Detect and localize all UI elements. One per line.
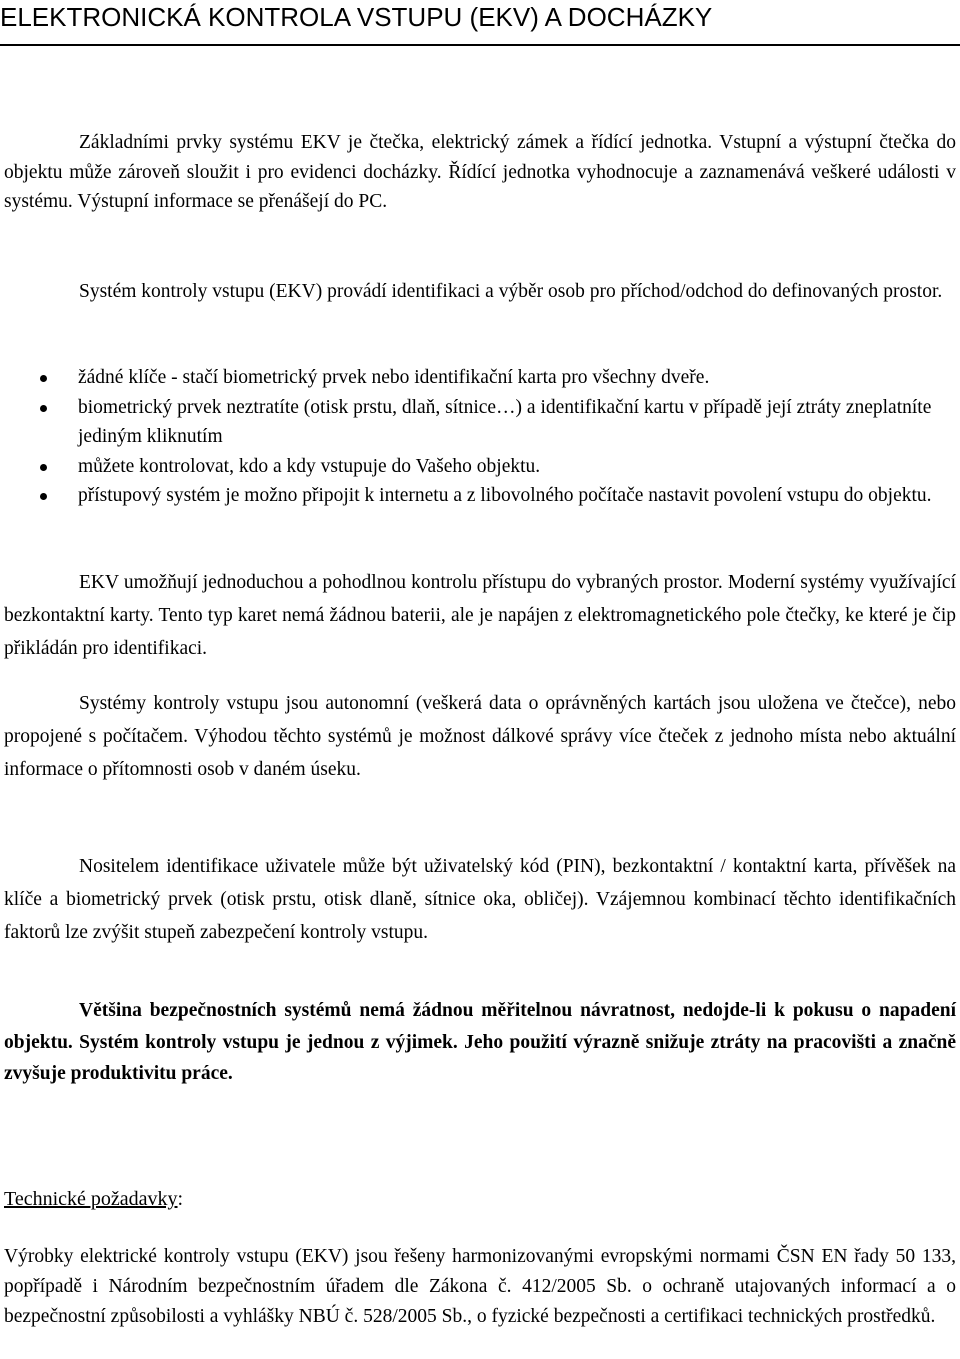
list-item-text: přístupový systém je možno připojit k internetu a z libovolného počítače nastavit povolení vstupu do objektu. [78, 485, 932, 506]
section-heading-text: Technické požadavky [4, 1188, 178, 1210]
paragraph-technical-requirements: Výrobky elektrické kontroly vstupu (EKV) jsou řešeny harmonizovanými evropskými normami ČSN EN řady 50 133, popřípadě i Národním bezpečnostním úřadem dle Zákona č. 412/2005 Sb. o ochraně utajovaných informací a o bezpečnostní způsobilosti a vyhlášky NBÚ č. 528/2005 Sb., o fyzické bezpečnosti a certifikaci technických prostředků. [4, 1246, 956, 1327]
list-item [4, 481, 956, 511]
page-title: ELEKTRONICKÁ KONTROLA VSTUPU (EKV) A DOCHÁZKY [0, 0, 960, 46]
bullet-icon [40, 375, 47, 382]
bullet-icon [40, 405, 47, 412]
list-item [4, 393, 956, 452]
section-heading-technical [4, 1184, 183, 1214]
section-heading-colon: : [177, 1188, 184, 1210]
list-item-text: biometrický prvek neztratíte (otisk prstu, dlaň, sítnice…) a identifikační kartu v případě její ztráty zneplatníte jediným kliknutím [78, 396, 932, 447]
list-item-text: žádné klíče - stačí biometrický prvek nebo identifikační karta pro všechny dveře. [78, 367, 710, 388]
list-item-text: můžete kontrolovat, kdo a kdy vstupuje do Vašeho objektu. [78, 455, 541, 477]
paragraph-system-description: Systém kontroly vstupu (EKV) provádí identifikaci a výběr osob pro příchod/odchod do definovaných prostor. [79, 281, 943, 302]
benefits-list [4, 363, 956, 511]
paragraph-contactless: EKV umožňují jednoduchou a pohodlnou kontrolu přístupu do vybraných prostor. Moderní systémy využívající bezkontaktní karty. Tento typ karet nemá žádnou baterii, ale je napájen z elektromagnetického pole čtečky, ke které je čip přikládán pro identifikaci. [4, 572, 956, 659]
bullet-icon [40, 464, 47, 471]
paragraph-identification: Nositelem identifikace uživatele může být uživatelský kód (PIN), bezkontaktní / kontaktní karta, přívěšek na klíče a biometrický prvek (otisk prstu, otisk dlaně, sítnice oka, obličej). Vzájemnou kombinací těchto identifikačních faktorů lze zvýšit stupeň zabezpečení kontroly vstupu. [4, 856, 956, 943]
list-item [4, 452, 956, 482]
list-item [4, 363, 956, 393]
paragraph-emphasis: Většina bezpečnostních systémů nemá žádnou měřitelnou návratnost, nedojde-li k pokusu o napadení objektu. Systém kontroly vstupu je jednou z výjimek. Jeho použití výrazně snižuje ztráty na pracovišti a značně zvyšuje produktivitu práce. [4, 1000, 956, 1084]
paragraph-autonomous: Systémy kontroly vstupu jsou autonomní (veškerá data o oprávněných kartách jsou uložena ve čtečce), nebo propojené s počítačem. Výhodou těchto systémů je možnost dálkové správy více čteček z jednoho místa nebo aktuální informace o přítomnosti osob v daném úseku. [4, 693, 956, 780]
paragraph-intro: Základními prvky systému EKV je čtečka, elektrický zámek a řídící jednotka. Vstupní a výstupní čtečka do objektu může zároveň sloužit i pro evidenci docházky. Řídící jednotka vyhodnocuje a zaznamenává veškeré události v systému. Výstupní informace se přenášejí do PC. [4, 132, 956, 212]
bullet-icon [40, 493, 47, 500]
